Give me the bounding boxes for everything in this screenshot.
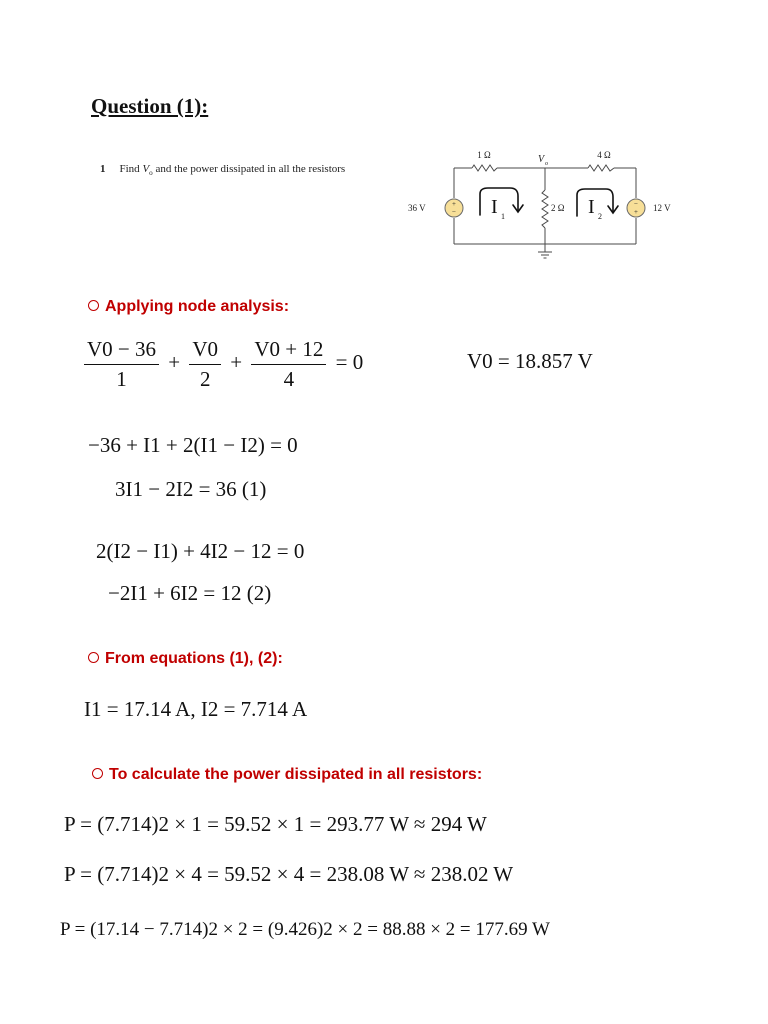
power-equation-2: P = (7.714)2 × 4 = 59.52 × 4 = 238.08 W ≈ 238.02 W [64,862,514,886]
node-voltage-result: V0 = 18.857 V [467,349,593,373]
problem-text-before: Find [119,163,143,175]
svg-text:+: + [634,208,638,216]
resistor-1-label: 1 Ω [477,150,491,160]
bullet-icon [88,300,99,311]
loop-current-1-sub: 1 [501,212,505,221]
source-right-label: 12 V [653,203,671,213]
svg-text:−: − [634,200,638,208]
mesh-equation-1: −36 + I1 + 2(I1 − I2) = 0 [88,433,298,457]
page-title: Question (1): [91,94,209,118]
fraction-3 [251,337,326,392]
fraction-1-numerator: V0 − 36 [84,337,159,365]
heading-node-analysis-text: Applying node analysis: [105,298,290,315]
node-equation: $\frac{V0 - 36}{1}$ + $\frac{V0}{2}$ + $\frac{V0 + 12}{4}$ = 0 [84,337,363,392]
loop-current-2: I [588,196,595,218]
fraction-1-denominator: 1 [116,367,127,391]
problem-number: 1 [100,163,106,175]
heading-from-equations-text: From equations (1), (2): [105,650,283,667]
power-equation-3: P = (17.14 − 7.714)2 × 2 = (9.426)2 × 2 = 88.88 × 2 = 177.69 W [60,919,550,940]
node-voltage-label: V [538,154,545,165]
mesh-equation-2: 2(I2 − I1) + 4I2 − 12 = 0 [96,539,305,563]
svg-text:−: − [452,208,456,216]
currents-result: I1 = 17.14 A, I2 = 7.714 A [84,697,308,721]
circuit-diagram [400,140,700,270]
problem-variable-sub: o [149,169,153,178]
loop-current-1: I [491,196,498,218]
voltage-source-left [445,199,463,217]
resistor-4-label: 4 Ω [597,150,611,160]
fraction-3-numerator: V0 + 12 [251,337,326,365]
resistor-2-label: 2 Ω [551,203,565,213]
voltage-source-right [627,199,645,217]
loop-current-2-sub: 2 [598,212,602,221]
mesh-equation-2-simplified: −2I1 + 6I2 = 12 (2) [108,581,272,605]
heading-power [92,766,482,784]
problem-text-after: and the power dissipated in all the resistors [152,163,346,175]
fraction-2-denominator: 2 [199,367,211,391]
node-equation-rhs: = 0 [335,350,364,375]
node-voltage-sub: o [545,161,548,167]
mesh-equation-1-simplified: 3I1 − 2I2 = 36 (1) [115,477,267,501]
problem-statement [100,163,345,177]
fraction-2 [189,337,221,392]
problem-variable: V [142,163,150,175]
heading-power-text: To calculate the power dissipated in all resistors: [109,766,483,783]
fraction-2-numerator: V0 [189,337,221,365]
fraction-3-denominator: 4 [283,367,295,391]
heading-from-equations [88,650,283,668]
bullet-icon [88,652,99,663]
fraction-1 [84,337,159,392]
svg-text:+: + [452,200,456,208]
bullet-icon [92,768,103,779]
power-equation-1: P = (7.714)2 × 1 = 59.52 × 1 = 293.77 W ≈ 294 W [64,812,487,836]
source-left-label: 36 V [408,203,426,213]
heading-node-analysis [88,298,289,316]
